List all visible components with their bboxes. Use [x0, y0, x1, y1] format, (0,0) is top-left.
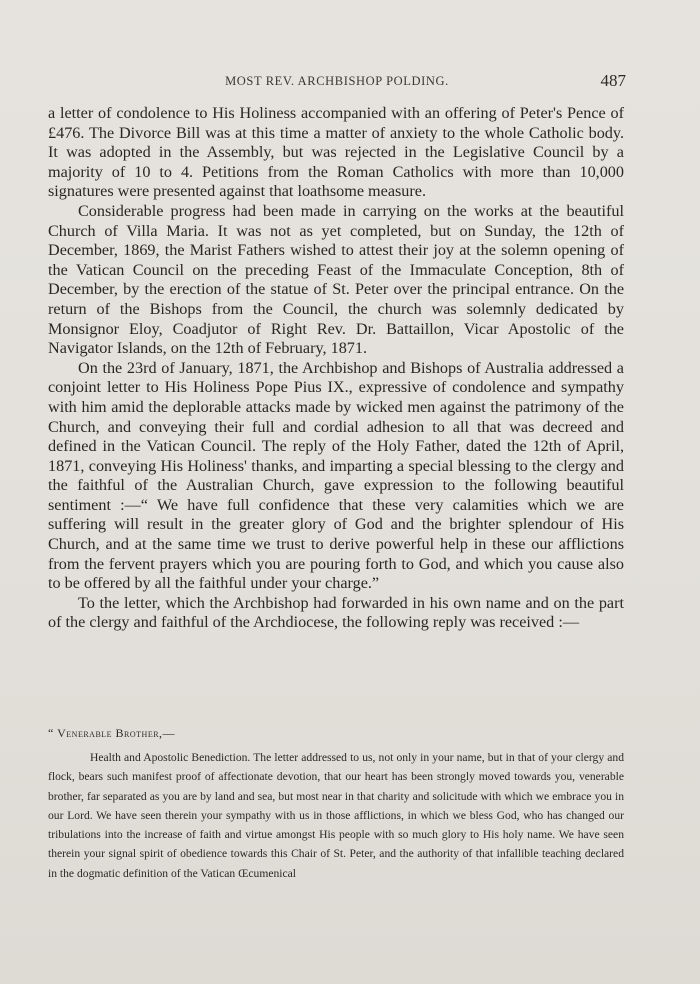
letter-salutation: “ Venerable Brother,— — [48, 726, 176, 740]
page-number: 487 — [600, 71, 626, 90]
paragraph-reply-intro: To the letter, which the Archbishop had forwarded in his own name and on the part of the clergy and faithful of the Archdiocese, the following reply was received :— — [48, 593, 624, 632]
paragraph-conjoint-letter: On the 23rd of January, 1871, the Archbishop and Bishops of Australia addressed a conjoint letter to His Holiness Pope Pius IX., expressive of condolence and sympathy with him amid the deplorable attacks made by wicked men against the patrimony of the Church, and conveying their full and cordial adhesion to all that was decreed and defined in the Vatican Council. The reply of the Holy Father, dated the 12th of April, 1871, conveying His Holiness' thanks, and imparting a special blessing to the clergy and the faithful of the Australian Church, gave expression to the following beautiful sentiment :—“ We have full confidence that these very calamities which we are suffering will result in the greater glory of God and the brighter splendour of His Church, and at the same time we trust to derive powerful help in these our afflictions from the fervent prayers which you are pouring forth to God, and which you cause also to be offered by all the faithful under your charge.” — [48, 358, 624, 593]
running-title: MOST REV. ARCHBISHOP POLDING. — [225, 74, 449, 88]
body-text — [48, 104, 624, 633]
quoted-letter: Health and Apostolic Benediction. The letter addressed to us, not only in your name, but in that of your clergy and flock, bears such manifest proof of affectionate devotion, that our heart has been strongly moved towards you, venerable brother, far separated as you are by land and sea, but most near in that charity and solicitude with which we embrace you in our Lord. We have seen therein your sympathy with us in those afflictions, in which we bless God, who has changed our tribulations into the increase of faith and virtue amongst His people with so much glory to His holy name. We have seen therein your signal spirit of obedience towards this Chair of St. Peter, and the authority of that infallible teaching declared in the dogmatic definition of the Vatican Œcumenical — [48, 751, 624, 880]
running-head — [48, 71, 626, 94]
paragraph-continuation: a letter of condolence to His Holiness accompanied with an offering of Peter's Pence of £476. The Divorce Bill was at this time a matter of anxiety to the whole Catholic body. It was adopted in the Assembly, but was rejected in the Legislative Council by a majority of 10 to 4. Petitions from the Roman Catholics with more than 10,000 signatures were presented against that loathsome measure. — [48, 104, 624, 201]
paragraph-villa-maria: Considerable progress had been made in carrying on the works at the beautiful Church of Villa Maria. It was not as yet completed, but on Sunday, the 12th of December, 1869, the Marist Fathers wished to attest their joy at the solemn opening of the Vatican Council on the preceding Feast of the Immaculate Conception, 8th of December, by the erection of the statue of St. Peter over the principal entrance. On the return of the Bishops from the Council, the church was solemnly dedicated by Monsignor Eloy, Coadjutor of Right Rev. Dr. Battaillon, Vicar Apostolic of the Navigator Islands, on the 12th of February, 1871. — [48, 201, 624, 358]
